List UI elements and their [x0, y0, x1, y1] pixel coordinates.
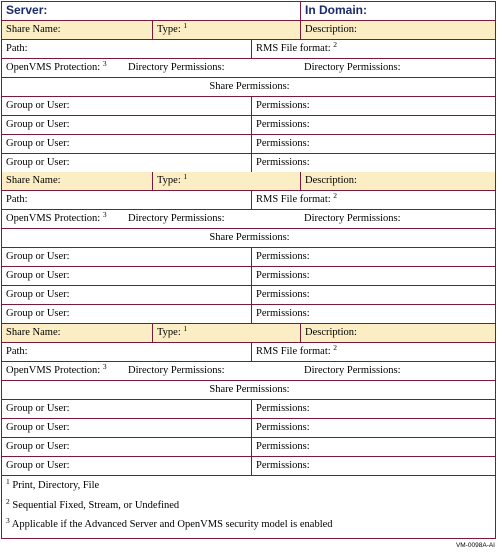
permissions-field	[251, 267, 497, 285]
openvms-protection-field-text: OpenVMS Protection:	[6, 213, 101, 224]
server-label: Server:	[6, 3, 48, 17]
share-name-field-text: Share Name:	[6, 175, 61, 186]
group-or-user-field	[2, 135, 251, 153]
directory-permissions-field-2	[300, 362, 497, 380]
rms-format-field-text: RMS File format:	[256, 43, 331, 54]
permissions-field-text: Permissions:	[256, 441, 310, 452]
permissions-field	[251, 135, 497, 153]
permissions-field-text: Permissions:	[256, 270, 310, 281]
permissions-field-text: Permissions:	[256, 138, 310, 149]
group-or-user-field	[2, 116, 251, 134]
share-name-row	[2, 172, 495, 191]
share-permissions-heading-text: Share Permissions:	[209, 384, 290, 395]
permissions-field	[251, 154, 497, 172]
figure-credit: VM-0098A-AI	[455, 542, 495, 549]
openvms-protection-field-text: OpenVMS Protection:	[6, 62, 101, 73]
directory-permissions-field-text: Directory Permissions:	[128, 62, 225, 73]
permissions-field-text: Permissions:	[256, 119, 310, 130]
group-user-row	[2, 154, 495, 173]
group-or-user-field-text: Group or User:	[6, 119, 70, 130]
description-field-text: Description:	[305, 327, 357, 338]
footnote-ref: 3	[102, 362, 107, 371]
permissions-field	[251, 438, 497, 456]
group-user-row	[2, 400, 495, 419]
footnote-ref: 3	[102, 210, 107, 219]
footnote-text: Print, Directory, File	[12, 480, 100, 491]
group-or-user-field	[2, 419, 251, 437]
permissions-field	[251, 116, 497, 134]
group-user-row	[2, 286, 495, 305]
path-field	[2, 40, 251, 58]
group-or-user-field	[2, 400, 251, 418]
footnote-ref: 2	[333, 191, 338, 200]
directory-permissions-field-2-text: Directory Permissions:	[304, 213, 401, 224]
group-or-user-field	[2, 286, 251, 304]
directory-permissions-field-2-text: Directory Permissions:	[304, 62, 401, 73]
rms-format-field-text: RMS File format:	[256, 194, 331, 205]
permissions-field	[251, 286, 497, 304]
type-field	[152, 324, 300, 342]
permissions-field	[251, 97, 497, 115]
permissions-field	[251, 419, 497, 437]
group-or-user-field-text: Group or User:	[6, 308, 70, 319]
group-or-user-field-text: Group or User:	[6, 251, 70, 262]
footnote-ref: 1	[183, 21, 188, 30]
share-permissions-heading	[2, 229, 497, 247]
description-field	[300, 172, 497, 190]
share-permissions-heading-text: Share Permissions:	[209, 81, 290, 92]
permissions-field-text: Permissions:	[256, 251, 310, 262]
path-field-text: Path:	[6, 346, 28, 357]
directory-permissions-field-text: Directory Permissions:	[128, 365, 225, 376]
group-or-user-field-text: Group or User:	[6, 460, 70, 471]
footnote-ref: 2	[333, 40, 338, 49]
rms-format-field	[251, 343, 497, 361]
domain-label: In Domain:	[300, 2, 497, 20]
permissions-field	[251, 400, 497, 418]
share-permissions-heading	[2, 78, 497, 96]
group-or-user-field-text: Group or User:	[6, 157, 70, 168]
directory-permissions-field-text: Directory Permissions:	[128, 213, 225, 224]
permissions-field-text: Permissions:	[256, 308, 310, 319]
path-row	[2, 191, 495, 210]
footnote-text: Applicable if the Advanced Server and OpenVMS security model is enabled	[11, 519, 333, 530]
server-header-row	[2, 2, 495, 21]
group-user-row	[2, 419, 495, 438]
openvms-protection-field-text: OpenVMS Protection:	[6, 365, 101, 376]
footnote-number: 2	[6, 497, 10, 506]
footnote-ref: 1	[183, 172, 188, 181]
group-or-user-field-text: Group or User:	[6, 403, 70, 414]
openvms-protection-field	[2, 210, 124, 228]
path-field-text: Path:	[6, 43, 28, 54]
group-or-user-field	[2, 154, 251, 172]
footnote-number: 3	[6, 516, 10, 525]
group-user-row	[2, 248, 495, 267]
protection-row	[2, 210, 495, 229]
openvms-protection-field	[2, 59, 124, 77]
group-or-user-field	[2, 97, 251, 115]
share-name-field-text: Share Name:	[6, 327, 61, 338]
type-field-text: Type:	[157, 175, 181, 186]
permissions-field-text: Permissions:	[256, 460, 310, 471]
footnote	[2, 518, 495, 532]
group-user-row	[2, 305, 495, 324]
description-field	[300, 324, 497, 342]
permissions-field-text: Permissions:	[256, 403, 310, 414]
group-or-user-field	[2, 267, 251, 285]
share-name-field	[2, 21, 152, 39]
share-permissions-heading	[2, 381, 497, 399]
path-field	[2, 343, 251, 361]
directory-permissions-field-2	[300, 59, 497, 77]
group-user-row	[2, 267, 495, 286]
path-field	[2, 191, 251, 209]
group-or-user-field-text: Group or User:	[6, 270, 70, 281]
share-name-field-text: Share Name:	[6, 24, 61, 35]
share-name-row	[2, 324, 495, 343]
type-field	[152, 172, 300, 190]
protection-row	[2, 59, 495, 78]
group-or-user-field-text: Group or User:	[6, 138, 70, 149]
permissions-field	[251, 305, 497, 323]
rms-format-field-text: RMS File format:	[256, 346, 331, 357]
directory-permissions-field-2-text: Directory Permissions:	[304, 365, 401, 376]
directory-permissions-field-2	[300, 210, 497, 228]
share-name-field	[2, 324, 152, 342]
share-permissions-heading-text: Share Permissions:	[209, 232, 290, 243]
type-field	[152, 21, 300, 39]
permissions-field-text: Permissions:	[256, 289, 310, 300]
directory-permissions-field	[124, 362, 300, 380]
footnote-ref: 1	[183, 324, 188, 333]
group-user-row	[2, 457, 495, 476]
type-field-text: Type:	[157, 327, 181, 338]
directory-permissions-field	[124, 210, 300, 228]
group-user-row	[2, 97, 495, 116]
share-permissions-heading-row	[2, 229, 495, 248]
rms-format-field	[251, 191, 497, 209]
path-row	[2, 343, 495, 362]
description-field-text: Description:	[305, 24, 357, 35]
footnote	[2, 479, 495, 493]
footnote-ref: 2	[333, 343, 338, 352]
permissions-field-text: Permissions:	[256, 157, 310, 168]
group-or-user-field	[2, 248, 251, 266]
footnote	[2, 499, 495, 513]
share-name-field	[2, 172, 152, 190]
protection-row	[2, 362, 495, 381]
permissions-field-text: Permissions:	[256, 422, 310, 433]
group-or-user-field-text: Group or User:	[6, 100, 70, 111]
footnote-ref: 3	[102, 59, 107, 68]
description-field-text: Description:	[305, 175, 357, 186]
group-or-user-field-text: Group or User:	[6, 289, 70, 300]
group-or-user-field	[2, 305, 251, 323]
description-field	[300, 21, 497, 39]
footnote-number: 1	[6, 477, 10, 486]
share-worksheet-form	[1, 1, 496, 539]
path-row	[2, 40, 495, 59]
permissions-field	[251, 248, 497, 266]
group-user-row	[2, 116, 495, 135]
share-permissions-heading-row	[2, 381, 495, 400]
rms-format-field	[251, 40, 497, 58]
group-user-row	[2, 438, 495, 457]
permissions-field-text: Permissions:	[256, 100, 310, 111]
group-or-user-field	[2, 438, 251, 456]
directory-permissions-field	[124, 59, 300, 77]
group-or-user-field	[2, 457, 251, 475]
share-name-row	[2, 21, 495, 40]
path-field-text: Path:	[6, 194, 28, 205]
footnote-text: Sequential Fixed, Stream, or Undefined	[12, 500, 180, 511]
type-field-text: Type:	[157, 24, 181, 35]
share-permissions-heading-row	[2, 78, 495, 97]
permissions-field	[251, 457, 497, 475]
group-or-user-field-text: Group or User:	[6, 422, 70, 433]
openvms-protection-field	[2, 362, 124, 380]
group-user-row	[2, 135, 495, 154]
group-or-user-field-text: Group or User:	[6, 441, 70, 452]
